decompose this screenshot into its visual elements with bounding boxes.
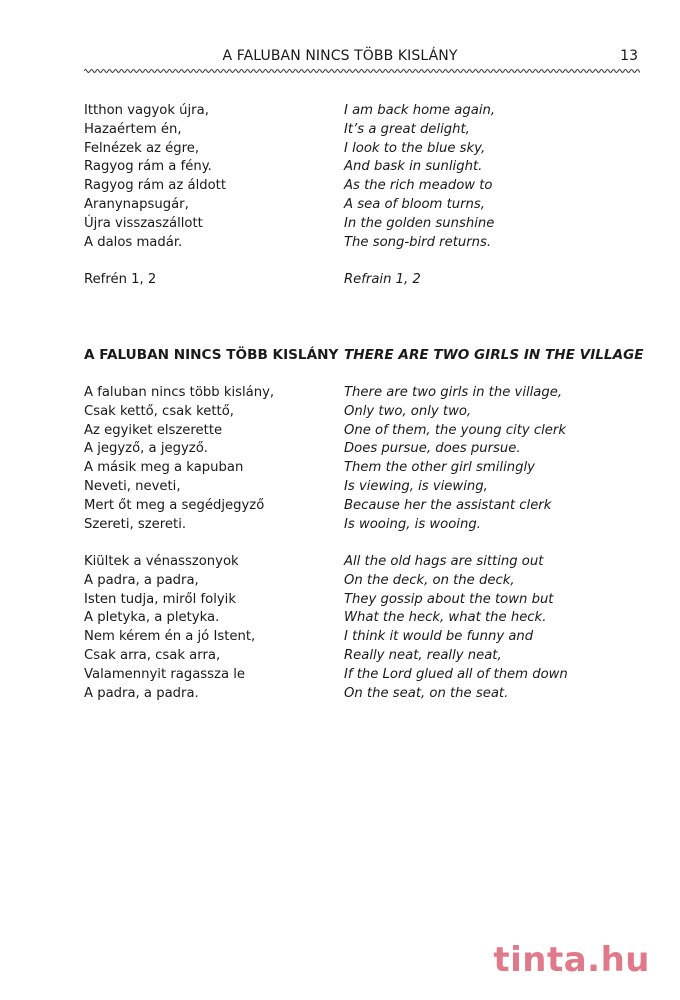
lyric-line: Is viewing, is viewing, xyxy=(344,478,488,494)
lyric-line: A pletyka, a pletyka. xyxy=(84,610,220,626)
lyric-line: Mert őt meg a segédjegyző xyxy=(84,497,265,513)
lyric-line: In the golden sunshine xyxy=(344,215,495,231)
refrain-line: Refrain 1, 2 xyxy=(344,272,421,287)
lyric-line: A faluban nincs több kislány, xyxy=(84,385,275,400)
lyric-line: There are two girls in the village, xyxy=(344,385,563,400)
stanza-1-hungarian xyxy=(84,102,334,252)
lyric-line: I look to the blue sky, xyxy=(344,140,486,156)
publisher-watermark: tinta.hu xyxy=(493,940,650,980)
lyric-line: Isten tudja, miről folyik xyxy=(84,591,236,607)
stanza-1-english xyxy=(344,102,634,252)
running-header-title: A FALUBAN NINCS TÖBB KISLÁNY xyxy=(222,48,458,64)
lyric-line: If the Lord glued all of them down xyxy=(344,666,568,682)
song-title-english-block xyxy=(344,346,644,365)
lyric-line: Itthon vagyok újra, xyxy=(84,103,209,118)
lyric-line: Felnézek az égre, xyxy=(84,140,200,156)
lyric-line: A padra, a padra, xyxy=(84,572,199,588)
lyric-line: On the deck, on the deck, xyxy=(344,572,515,588)
lyric-line: Only two, only two, xyxy=(344,403,472,419)
lyric-line: As the rich meadow to xyxy=(344,178,493,194)
lyric-line: And bask in sunlight. xyxy=(344,159,483,175)
lyric-line: The song-bird returns. xyxy=(344,234,492,250)
lyric-line: Aranynapsugár, xyxy=(84,196,189,212)
lyric-line: Kiültek a vénasszonyok xyxy=(84,554,239,569)
lyric-line: Really neat, really neat, xyxy=(344,647,502,663)
refrain-hungarian xyxy=(84,271,334,290)
lyric-line: A padra, a padra. xyxy=(84,685,199,701)
refrain-line: Refrén 1, 2 xyxy=(84,272,157,287)
lyric-line: I am back home again, xyxy=(344,103,496,118)
song-title-english: THERE ARE TWO GIRLS IN THE VILLAGE xyxy=(344,347,644,363)
wavy-header-rule xyxy=(84,67,640,75)
lyric-line: Neveti, neveti, xyxy=(84,478,181,494)
lyric-line: Them the other girl smilingly xyxy=(344,460,535,476)
lyric-line: Because her the assistant clerk xyxy=(344,497,552,513)
lyric-line: Is wooing, is wooing. xyxy=(344,516,481,532)
lyric-line: Csak kettő, csak kettő, xyxy=(84,403,234,419)
lyric-line: Valamennyit ragassza le xyxy=(84,666,245,682)
lyric-line: It’s a great delight, xyxy=(344,121,470,137)
song-title-hungarian: A FALUBAN NINCS TÖBB KISLÁNY xyxy=(84,347,339,363)
lyric-line: On the seat, on the seat. xyxy=(344,685,509,701)
verse-2-hungarian xyxy=(84,553,334,703)
lyric-line: What the heck, what the heck. xyxy=(344,610,547,626)
lyric-line: I think it would be funny and xyxy=(344,629,534,645)
lyric-line: All the old hags are sitting out xyxy=(344,554,544,569)
lyric-line: Az egyiket elszerette xyxy=(84,422,223,438)
lyric-line: A sea of bloom turns, xyxy=(344,196,485,212)
verse-2-english xyxy=(344,553,634,703)
lyric-line: A jegyző, a jegyző. xyxy=(84,441,208,457)
lyric-line: Ragyog rám a fény. xyxy=(84,159,212,175)
verse-1-english xyxy=(344,384,634,534)
lyric-line: Does pursue, does pursue. xyxy=(344,441,521,457)
lyric-line: They gossip about the town but xyxy=(344,591,554,607)
lyric-line: Nem kérem én a jó Istent, xyxy=(84,629,256,645)
lyric-line: Szereti, szereti. xyxy=(84,516,187,532)
lyric-line: Csak arra, csak arra, xyxy=(84,647,221,663)
lyric-line: A másik meg a kapuban xyxy=(84,460,244,476)
page-number: 13 xyxy=(620,48,638,64)
lyric-line: One of them, the young city clerk xyxy=(344,422,566,438)
lyric-line: Ragyog rám az áldott xyxy=(84,178,227,194)
lyric-line: A dalos madár. xyxy=(84,234,183,250)
verse-1-hungarian xyxy=(84,384,334,534)
lyric-line: Újra visszaszállott xyxy=(84,215,203,231)
refrain-english xyxy=(344,271,634,290)
song-title-hungarian-block xyxy=(84,346,339,365)
lyric-line: Hazaértem én, xyxy=(84,121,182,137)
